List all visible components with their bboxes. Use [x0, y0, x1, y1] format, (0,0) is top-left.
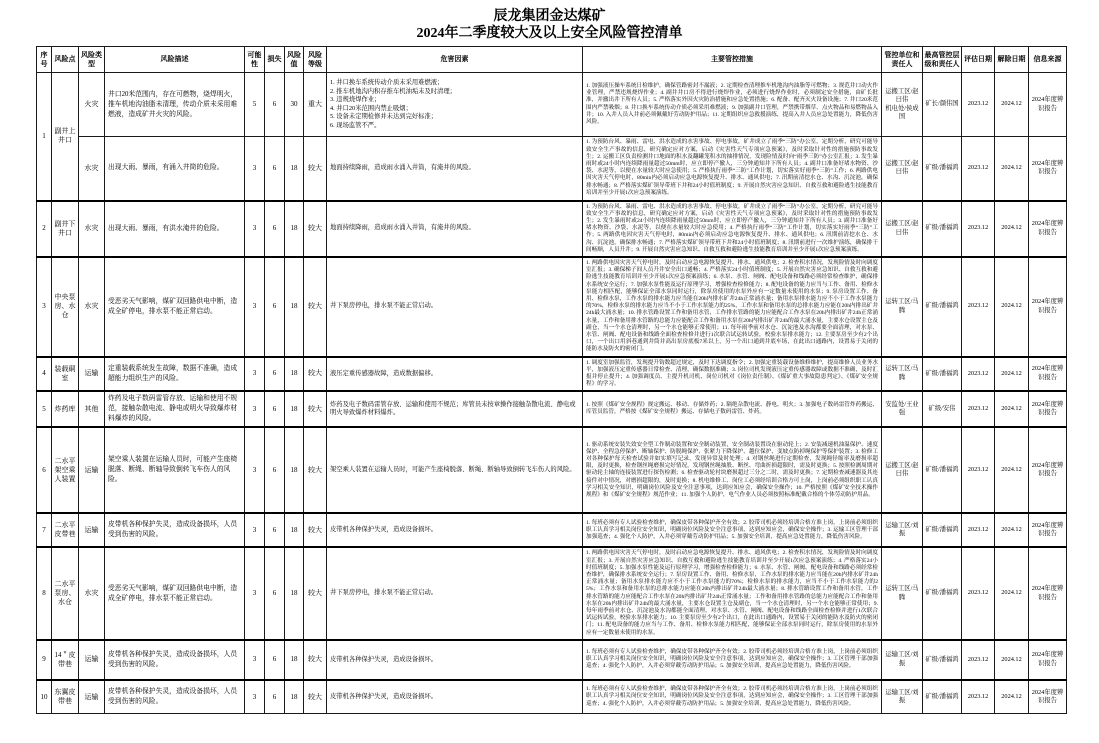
table-cell: 水灾	[79, 137, 105, 201]
table-cell: 二水平架空乘人装置	[52, 427, 79, 513]
table-cell: 2023.12	[962, 201, 995, 257]
table-cell: 3	[245, 640, 265, 680]
header-cell: 危害因素	[327, 47, 583, 73]
header-cell: 风险值	[285, 47, 304, 73]
table-cell: 东翼皮带巷	[52, 680, 79, 714]
table-cell: 井口20米范围内，存在可燃物，烧焊明火，推车机地沟油脂未清理，传动介质未采用难燃液，造成矿井火灾的风险。	[105, 73, 245, 137]
table-cell: 18	[285, 391, 304, 427]
table-cell: 炸药及电子数码雷管存放、运输和使用不规范；库管员未按章操作接触杂散电流、静电或明火导致爆炸材料爆炸。	[327, 391, 583, 427]
table-cell: 2024.12	[995, 137, 1029, 201]
table-cell: 2024.12	[995, 357, 1029, 392]
table-cell: 3	[245, 137, 265, 201]
table-cell: 较大	[304, 427, 327, 513]
table-cell: 18	[285, 137, 304, 201]
table-cell: 18	[285, 640, 304, 680]
table-row	[37, 257, 1067, 357]
table-cell: 18	[285, 257, 304, 357]
table-cell: 出现大雨、暴雨，有洪水淹井的危险。	[105, 201, 245, 257]
table-cell: 运转工区/马腾	[882, 547, 923, 639]
table-cell: 2024年度辨识报告	[1029, 427, 1067, 513]
header-cell: 风险描述	[105, 47, 245, 73]
table-cell: 3	[245, 513, 265, 547]
table-cell: 2023.12	[962, 391, 995, 427]
table-cell: 矿级/潘福鸿	[923, 137, 962, 201]
table-cell: 较大	[304, 680, 327, 714]
table-cell: 2023.12	[962, 73, 995, 137]
table-cell: 其他	[79, 391, 105, 427]
table-cell: 1. 两路供电因灾害天气停电时，及时启动应急电源恢复提升、排水、通风供电；2. 检查积水情况，发现险情及时向调度室汇报；3. 开展自然灾害应急知识、自救互救和避险逃生技能教育培训并至少开展1次应急预案演练；4. 严格落实24小时值班制度；5. 加强水泵性能及运行原理学习，增强检查检修能力；6. 水泵、水管、闸阀、配电设备和线路必须经常检查维护，确保排水系统安全运行；7. 泵房设置工作、备用、检修水泵，工作水泵的排水能力应当能在20h内排水矿井24h正常涌水量；备用水泵排水能力应不小于工作水泵能力的70%；检修水泵的排水能力，应当不小于工作水泵能力的25%；工作水泵和备用水泵的总排水能力应能在20h内排出矿井24h最大涌水量；8. 排水管路设置工作和备用水管，工作排水管路的能力应能配合工作水泵在20h内排出矿井24h正常涌水量；工作和备用排水管路的总能力应能配合工作和备用水泵在20h内排出矿井24h的最大涌水量，主要水仓设置主仓及副仓，当一个水仓清理时，另一个水仓能够正常使用；9. 每年雨季前对水仓、沉淀池及水沟都能全面清理，对水泵、水管、闸阀、配电设备和线路全面检查检修并进行1次联合试运转试验，校验水泵排水能力；10. 主要泵房至少有2个出口，在此出口通路内，设置易于关闭的能防水及防火的密闭门；11. 配电设备的能力应当与工作、备用、检修水泵能力相匹配，能够保证全部水泵同时运行，除泵房使用的水泵外应有一定数量未使用的水泵。	[583, 547, 882, 639]
table-cell: 炸药及电子数码雷管存放、运输和使用不规范，接触杂散电流、静电或明火导致爆炸材料爆炸的风险。	[105, 391, 245, 427]
table-cell: 1. 加强液压操车系统日检维护，确保管路密封不漏液；2. 定期检查清理推车机地沟内油脂等可燃物；3. 规范井口动火作业管理，严禁违规烧焊作业；4. 副井井口房不得进行烧焊作业，必须进行烧焊作业时，必须制定安全措施，由矿长批准，并撤出井下所有人员；5. 严格落实外因火灾防治措施和应急处置措施；6. 配备、配齐灭火设备设施；7. 井口20米范围内严禁吸烟；8. 井口换车系统传动介质必须采用难燃液；9. 加强副井口管理，严禁携带烟草、点火物品和易燃物品入井；10. 入井人员入井前必须佩戴好劳动防护用品；11. 定期组织应急救援演练，提高入井人员应急处置能力，降低伤害风险。	[583, 73, 882, 137]
table-cell: 8	[37, 547, 52, 639]
table-cell: 炸药库	[52, 391, 79, 427]
table-cell: 10	[37, 680, 52, 714]
table-cell: 井下泵房停电，排水泵不能正常启动。	[327, 547, 583, 639]
table-cell: 皮带机各种保护失灵，造成设备损坏，人员受到伤害的风险。	[105, 640, 245, 680]
table-cell: 6	[37, 427, 52, 513]
table-cell: 运输	[79, 427, 105, 513]
table-cell: 井下泵房停电，排水泵不能正常启动。	[327, 257, 583, 357]
table-cell: 6	[265, 547, 285, 639]
table-cell: 运输	[79, 513, 105, 547]
table-cell: 18	[285, 427, 304, 513]
table-cell: 3	[245, 547, 265, 639]
table-cell: 6	[265, 257, 285, 357]
table-cell: 2024年度辨识报告	[1029, 257, 1067, 357]
table-cell: 6	[265, 427, 285, 513]
table-cell: 较大	[304, 513, 327, 547]
table-cell: 18	[285, 680, 304, 714]
table-cell: 6	[265, 201, 285, 257]
header-cell: 损失	[265, 47, 285, 73]
header-cell: 风险点	[52, 47, 79, 73]
page-title: 2024年二季度较大及以上安全风险管控清单	[416, 26, 683, 41]
table-cell: 出现大雨、暴雨，有涌入井筒的危险。	[105, 137, 245, 201]
table-cell: 2024年度辨识报告	[1029, 201, 1067, 257]
table-row	[37, 427, 1067, 513]
header-cell: 解除日期	[995, 47, 1029, 73]
table-cell: 重大	[304, 73, 327, 137]
table-cell: 二水平皮带巷	[52, 513, 79, 547]
table-cell: 液压定重传感器故障，造成数据偏移。	[327, 357, 583, 392]
table-cell: 运搬工区/赵曰伟	[882, 137, 923, 201]
company-title: 辰龙集团金达煤矿	[493, 9, 606, 24]
table-cell: 30	[285, 73, 304, 137]
table-cell: 地面持续降雨，造成雨水涌入井筒，有淹井的风险。	[327, 137, 583, 201]
table-cell: 7	[37, 513, 52, 547]
table-cell: 3	[245, 201, 265, 257]
header-cell: 风险类型	[79, 47, 105, 73]
table-cell: 装载硐室	[52, 357, 79, 392]
table-cell: 2024.12	[995, 513, 1029, 547]
table-cell: 2024年度辨识报告	[1029, 391, 1067, 427]
table-cell: 1. 两路供电因灾害天气停电时，及时启动应急电源恢复提升、排水、通风供电；2. 检查积水情况，发现险情及时向调度室汇报；3. 确保梯子间人员升井安全出口通畅；4. 严格落实24小时值班制度；5. 开展自然灾害应急知识、自救互救和避险逃生技能教育培训并至少开展1次应急预案演练；6. 水泵、水管、闸阀、配电设备和线路必须经常检查维护，确保排水系统安全运行；7. 加强水泵性能及运行原理学习，增强检查检修能力；8. 配电设备的能力应当与工作、备用、检修水泵能力相匹配，能够保证全部水泵同时运行，除泵房使用的水泵外应有一定数量未使用的水泵；9. 泵房设置工作、备用、检修水泵，工作水泵的排水能力应当能在20h内排水矿井24h正常涌水量；备用水泵排水能力应不小于工作水泵能力的70%，检修水泵的排水能力应当不小于工作水泵能力的25%，工作水泵和备用水泵的总排水能力应能在20h内排出矿井24h最大涌水量；10. 排水管路设置工作和备用水管，工作排水管路的能力应能配合工作水泵在20h内排出矿井24h正常涌水量，工作和备用排水管路的总能力应能配合工作和备用水泵在20h内排出矿井24h的最大涌水量，主要水仓设置主仓及副仓，当一个水仓清理时，另一个水仓能够正常使用；11. 每年雨季前对水仓、沉淀池及水沟都要全面清理，对水泵、水管、闸阀、配电设备和线路全面检查检修并进行1次联合试运转试验，校验水泵排水能力；12. 主要泵房至少有2个出口，一个出口用斜巷通到井筒并高出泵房底板7米以上，另一个出口通到井底车场，在此出口通路内，设置易于关闭的能防水及防火的密闭门。	[583, 257, 882, 357]
table-cell: 14＂皮带巷	[52, 640, 79, 680]
table-cell: 运搬工区/赵曰伟 机电处/侯成国	[882, 73, 923, 137]
table-cell: 1. 为预防台风、暴雨、雷电、洪水造成的水害事故、停电事故，矿井成立了雨季“三防”办公室，定期分析，研究可能导致安全生产事故的信息，研究确定应对方案，启动《灾害性天气专项应急预案》，及时采取针对性的措施预防事故发生；2. 发生暴雨时或24小时内连续降雨量超过50mm时，应立即停产撤人，三分钟通知井下所有人员；3. 副井口准备好堵水物资、沙袋、水泥等，以便在水量较大时应急使用；4. 严格执行雨季“三防”工作计划，切实落实好雨季“三防”工作；5. 两路供电因灾害天气停电时，80min内必须启动应急电源恢复提升、排水、通风供电；6. 汛期前清挖水仓、水沟、沉淀池，确保排水畅通；7. 严格落实煤矿领导带班下井和24小时值班制度；8. 汛期前进行一次维护演练，确保排干间畅顺，人员升井；9. 开展自然灾害应急知识、自救互救和避险逃生技能教育培训并至少开展1次应急预案演练。	[583, 201, 882, 257]
header-cell: 序号	[37, 47, 52, 73]
table-row	[37, 640, 1067, 680]
table-cell: 较大	[304, 640, 327, 680]
table-cell: 2024.12	[995, 427, 1029, 513]
table-cell: 矿级/潘福鸿	[923, 357, 962, 392]
table-row	[37, 547, 1067, 639]
table-cell: 矿级/潘福鸿	[923, 257, 962, 357]
table-cell: 2024年度辨识报告	[1029, 137, 1067, 201]
table-cell: 2	[37, 201, 52, 257]
table-cell: 1. 调度室加强监管，发现提升钩数超过规定，及时下达调度指令；2. 加强定重装载设备维修维护，提高维修人员业务水平，加强液压定重传感器日常检查、清理，确保数据准确；3. 岗位司机发现液压定重传感器故障或数据不准确，及时汇报并停止提升；4. 加强调度员、主提升机司机、岗位司机对《岗位责任制》、《煤矿重大事故隐患判定》、《煤矿安全规程》的学习。	[583, 357, 882, 392]
table-cell: 水灾	[79, 257, 105, 357]
table-cell: 3	[245, 257, 265, 357]
table-cell: 6	[265, 73, 285, 137]
table-row	[37, 137, 1067, 201]
table-cell: 运输	[79, 680, 105, 714]
table-cell: 矿级/安伟	[923, 391, 962, 427]
table-cell: 1. 每班必须有专人试验检查维护，确保皮带各种保护齐全有效；2. 胶带司机必须经培训合格方准上岗，上岗前必须组织职工认真学习相关岗位安全知识，明确岗位风险及安全注意事项，达到应知应会，确保安全操作；3. 工区管理干部加强巡查；4. 强化个人防护，入井必须穿戴劳动防护用品；5. 加强安全培训，提高应急处置能力，降低伤害风险。	[583, 680, 882, 714]
table-cell: 1. 每班必须有专人试验检查维护，确保皮带各种保护齐全有效；2. 胶带司机必须经培训合格方准上岗，上岗前必须组织职工认真学习相关岗位安全知识，明确岗位风险及安全注意事项，达到应知应会，确保安全操作；3. 工区管理干部加强巡查；4. 强化个人防护，入井必须穿戴劳动防护用品；5. 加强安全培训，提高应急处置能力，降低伤害风险。	[583, 640, 882, 680]
table-cell: 中央泵房、水仓	[52, 257, 79, 357]
header-cell: 风险等级	[304, 47, 327, 73]
table-cell: 水灾	[79, 547, 105, 639]
table-cell: 2023.12	[962, 257, 995, 357]
table-cell: 2023.12	[962, 680, 995, 714]
table-cell: 6	[265, 680, 285, 714]
document-title-block	[0, 0, 1099, 42]
table-cell: 2024.12	[995, 73, 1029, 137]
table-cell: 皮带机各种保护失灵，造成设备损坏，人员受到伤害的风险。	[105, 513, 245, 547]
table-cell: 18	[285, 201, 304, 257]
table-cell: 2023.12	[962, 357, 995, 392]
table-cell: 6	[265, 640, 285, 680]
table-cell: 矿长/颜伟国	[923, 73, 962, 137]
header-cell: 主要管控措施	[583, 47, 882, 73]
table-cell: 3	[245, 357, 265, 392]
table-cell: 18	[285, 513, 304, 547]
table-cell: 2023.12	[962, 137, 995, 201]
table-cell: 皮带机各种保护失灵，造成设备损坏。	[327, 680, 583, 714]
table-cell: 5	[245, 73, 265, 137]
table-cell: 2024.12	[995, 391, 1029, 427]
header-cell: 评估日期	[962, 47, 995, 73]
table-cell: 较大	[304, 547, 327, 639]
table-cell: 9	[37, 640, 52, 680]
table-cell: 定重装载系统发生故障，数据不准确，造成超能力组织生产的风险。	[105, 357, 245, 392]
table-cell: 较大	[304, 201, 327, 257]
table-cell: 运输	[79, 357, 105, 392]
table-cell: 受恶劣天气影响，煤矿双回路供电中断，造成全矿停电，排水泵不能正常启动。	[105, 547, 245, 639]
table-cell: 6	[265, 513, 285, 547]
table-row	[37, 391, 1067, 427]
table-cell: 1. 按照《煤矿安全规程》规定搬运、移动、存储炸药；2. 隔绝杂散电流、静电、明火；3. 加强电子数码雷管炸药搬运、库管员监管，严格按《煤矿安全规程》搬运、存储电子数码雷管、炸药。	[583, 391, 882, 427]
table-cell: 5	[37, 391, 52, 427]
table-cell: 3	[245, 391, 265, 427]
table-cell: 2024.12	[995, 201, 1029, 257]
table-cell: 运搬工区/赵曰伟	[882, 427, 923, 513]
table-cell: 矿级/潘福鸿	[923, 640, 962, 680]
table-cell: 4	[37, 357, 52, 392]
table-cell: 皮带机各种保护失灵，造成设备损坏，人员受到伤害的风险。	[105, 680, 245, 714]
table-cell: 运转工区/马腾	[882, 257, 923, 357]
table-cell: 2024年度辨识报告	[1029, 640, 1067, 680]
table-cell: 运输	[79, 640, 105, 680]
table-cell: 运输工区/刘振	[882, 640, 923, 680]
table-cell: 2023.12	[962, 547, 995, 639]
table-cell: 矿级/潘福鸿	[923, 547, 962, 639]
table-row	[37, 73, 1067, 137]
table-header-row	[37, 47, 1067, 73]
table-cell: 副井下井口	[52, 201, 79, 257]
table-cell: 运转工区/马腾	[882, 357, 923, 392]
table-cell: 18	[285, 357, 304, 392]
table-cell: 2024.12	[995, 547, 1029, 639]
table-cell: 安监处/王业强	[882, 391, 923, 427]
table-row	[37, 513, 1067, 547]
table-body	[37, 73, 1067, 714]
header-cell: 管控单位和责任人	[882, 47, 923, 73]
table-cell: 运搬工区/赵曰伟	[882, 201, 923, 257]
table-cell: 运输工区/刘振	[882, 513, 923, 547]
table-row	[37, 357, 1067, 392]
table-cell: 3	[37, 257, 52, 357]
header-cell: 最高管控层级和责任人	[923, 47, 962, 73]
table-cell: 2024.12	[995, 640, 1029, 680]
table-cell: 较大	[304, 257, 327, 357]
table-cell: 2023.12	[962, 513, 995, 547]
table-cell: 6	[265, 137, 285, 201]
header-cell: 信息来源	[1029, 47, 1067, 73]
table-cell: 运输工区/刘振	[882, 680, 923, 714]
table-cell: 2024年度辨识报告	[1029, 547, 1067, 639]
table-row	[37, 680, 1067, 714]
table-cell: 矿级/潘福鸿	[923, 427, 962, 513]
header-cell: 可能性	[245, 47, 265, 73]
table-cell: 较大	[304, 391, 327, 427]
table-cell: 2024年度辨识报告	[1029, 513, 1067, 547]
table-cell: 皮带机各种保护失灵，造成设备损坏。	[327, 640, 583, 680]
table-cell: 1	[37, 73, 52, 201]
table-row	[37, 201, 1067, 257]
table-cell: 18	[285, 547, 304, 639]
table-cell: 2023.12	[962, 640, 995, 680]
table-cell: 较大	[304, 357, 327, 392]
table-cell: 地面持续降雨，造成雨水涌入井筒，有淹井的风险。	[327, 201, 583, 257]
table-cell: 1. 驱动系统安装失效安全型工作制动装置和安全制动装置，安全制动装置设在驱动轮上；2. 安装减速机油温保护、速度保护、全程急停保护、断轴保护、防脱绳保护、张紧力下降保护、越位保护、变坡点防掉绳保护等保护装置；3. 检修工对各种保护每天检查试验并如实填写记录，发现异常及时处理；4. 对钢丝绳进行定期检查，发现绳径缩率及磨损率超限，及时更换，检查钢丝绳磨损完好情况，发现钢丝绳抽股、断丝、弯曲折损超限时，需及时更换；5. 按照检测周期对驱动轮主轴的连接装置进行探伤检测；6. 检查驱动轮衬块磨损超过三分之二时，需及时更换；7. 定期检查减速器及其连接件对中情况，对磨损超限的，及时更换；8. 机电维修工、岗位工必须经培训合格方可上岗，上岗前必须组织职工认真学习相关安全知识，明确岗位风险及安全注意事项，达到应知应会，确保安全操作；10. 严格按照《煤矿安全技术操作规程》和《煤矿安全规程》规范作业；11. 加强个人防护，电气作业人员必须按照标准配戴合格的个体劳动防护用品。	[583, 427, 882, 513]
table-cell: 2024.12	[995, 257, 1029, 357]
table-cell: 2024年度辨识报告	[1029, 73, 1067, 137]
table-cell: 火灾	[79, 73, 105, 137]
table-cell: 1. 井口换车系统传动介质未采用难燃液； 2. 推车机地沟内积存推车机油垢未及时清理； 3. 违规烧焊作业； 4. 井口20米范围内禁止吸烟； 5. 设备未定期检修并未达到完好标准； 6. 现场监管不严。	[327, 73, 583, 137]
table-cell: 架空乘人装置在运输人员时，可能产生座椅脱落、断绳、断轴导致倒转飞车伤人的风险。	[327, 427, 583, 513]
table-cell: 副井上井口	[52, 73, 79, 201]
table-cell: 2023.12	[962, 427, 995, 513]
table-cell: 6	[265, 391, 285, 427]
table-cell: 2024.12	[995, 680, 1029, 714]
table-cell: 较大	[304, 137, 327, 201]
table-cell: 二水平泵房、水仓	[52, 547, 79, 639]
table-cell: 1. 为预防台风、暴雨、雷电、洪水造成的水害事故、停电事故，矿井成立了雨季“三防”办公室，定期分析，研究可能导致安全生产事故的信息，研究确定应对方案，启动《灾害性天气专项应急预案》，及时采取针对性的措施预防事故发生；2. 运搬工区负责检测井口地面的积水及翻罐笼积水的抽排情况，发现险情及时向“雨季三防”办公室汇报；3. 发生暴雨时或24小时内连续降雨量超过50mm时，应立即停产撤人，三分钟通知井下所有人员；4. 副井口准备好堵水物资、沙袋、水泥等，以便在水量较大时应急使用；5. 严格执行雨季“三防”工作计划，切实落实好雨季“三防”工作；6. 两路供电因灾害天气停电时，80min内必须启动应急电源恢复提升、排水、通风供电；7. 汛期前清挖水仓、水沟、沉淀池，确保排水畅通；8. 严格落实煤矿领导带班下井和24小时值班制度；9. 开展自然灾害应急知识、自救互救和避险逃生技能教育培训并至少开展1次应急预案演练。	[583, 137, 882, 201]
table-cell: 6	[265, 357, 285, 392]
table-cell: 矿级/潘福鸿	[923, 680, 962, 714]
risk-table	[36, 46, 1067, 714]
table-cell: 2024年度辨识报告	[1029, 680, 1067, 714]
table-cell: 矿级/潘福鸿	[923, 201, 962, 257]
table-cell: 皮带机各种保护失灵，造成设备损坏。	[327, 513, 583, 547]
table-cell: 2024年度辨识报告	[1029, 357, 1067, 392]
table-cell: 1. 每班必须有专人试验检查维护，确保皮带各种保护齐全有效；2. 胶带司机必须经培训合格方准上岗，上岗前必须组织职工认真学习相关岗位安全知识，明确岗位风险及安全注意事项，达到应知应会，确保安全操作；3. 运输工区管理干部加强巡查；4. 强化个人防护，入井必须穿戴劳动防护用品；5. 加强安全培训，提高应急处置能力，降低伤害风险。	[583, 513, 882, 547]
table-cell: 水灾	[79, 201, 105, 257]
table-cell: 矿级/潘福鸿	[923, 513, 962, 547]
table-cell: 受恶劣天气影响，煤矿双回路供电中断，造成全矿停电，排水泵不能正常启动。	[105, 257, 245, 357]
table-cell: 架空乘人装置在运输人员时，可能产生座椅脱落、断绳、断轴导致倒转飞车伤人的风险。	[105, 427, 245, 513]
table-cell: 3	[245, 680, 265, 714]
table-cell: 3	[245, 427, 265, 513]
